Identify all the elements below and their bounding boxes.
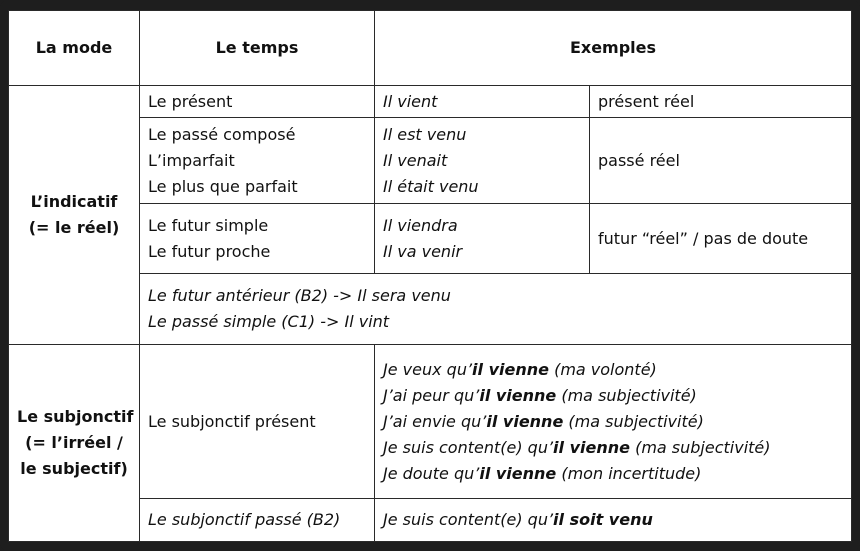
sens-cell: présent réel xyxy=(590,86,852,118)
exemple-cell xyxy=(375,86,590,118)
exemple-text: Il va venir xyxy=(383,241,463,261)
exemple-text: Il venait xyxy=(383,150,448,170)
exemple-cell xyxy=(375,345,852,499)
header-mode: La mode xyxy=(9,11,140,86)
temps-label: L’imparfait xyxy=(148,150,235,170)
temps-label: Le futur simple xyxy=(148,215,269,235)
mode-subjonctif xyxy=(9,345,140,542)
temps-label: Le présent xyxy=(148,91,233,111)
sens-cell: passé réel xyxy=(590,118,852,204)
mode-label: Le subjonctif xyxy=(17,407,134,426)
temps-label: Le plus que parfait xyxy=(148,176,298,196)
notes-cell xyxy=(140,274,852,345)
exemple-text: Il était venu xyxy=(383,176,479,196)
temps-cell xyxy=(140,118,375,204)
exemple-text: Il est venu xyxy=(383,124,467,144)
exemple-cell xyxy=(375,204,590,274)
note-text: Le futur antérieur (B2) -> Il sera venu xyxy=(148,286,451,305)
exemple-text: J’ai peur qu’il vienne (ma subjectivité) xyxy=(383,385,697,405)
exemple-text: Il viendra xyxy=(383,215,458,235)
exemple-text: J’ai envie qu’il vienne (ma subjectivité) xyxy=(383,411,704,431)
mode-sublabel: (= l’irréel / xyxy=(25,433,123,452)
exemple-text: Je doute qu’il vienne (mon incertitude) xyxy=(383,463,702,483)
exemple-cell xyxy=(375,118,590,204)
header-temps: Le temps xyxy=(140,11,375,86)
temps-label: Le futur proche xyxy=(148,241,271,261)
sens-cell: futur “réel” / pas de doute xyxy=(590,204,852,274)
exemple-text: Il vient xyxy=(383,91,438,111)
note-text: Le passé simple (C1) -> Il vint xyxy=(148,312,390,331)
header-exemples: Exemples xyxy=(375,11,852,86)
header-row xyxy=(9,11,852,86)
mode-label: L’indicatif xyxy=(30,192,118,211)
exemple-text: Je veux qu’il vienne (ma volonté) xyxy=(383,359,657,379)
grammar-table xyxy=(8,10,852,542)
temps-cell: Le subjonctif passé (B2) xyxy=(140,499,375,542)
exemple-text: Je suis content(e) qu’il soit venu xyxy=(383,510,653,529)
mode-sublabel: (= le réel) xyxy=(28,218,120,237)
mode-indicatif xyxy=(9,86,140,345)
temps-cell xyxy=(140,204,375,274)
temps-label: Le passé composé xyxy=(148,124,296,144)
exemple-text: Je suis content(e) qu’il vienne (ma subjectivité) xyxy=(383,437,771,457)
temps-cell: Le subjonctif présent xyxy=(140,345,375,499)
table-row xyxy=(9,345,852,499)
temps-cell xyxy=(140,86,375,118)
table-row xyxy=(9,86,852,118)
exemple-cell xyxy=(375,499,852,542)
mode-sublabel: le subjectif) xyxy=(20,459,128,478)
